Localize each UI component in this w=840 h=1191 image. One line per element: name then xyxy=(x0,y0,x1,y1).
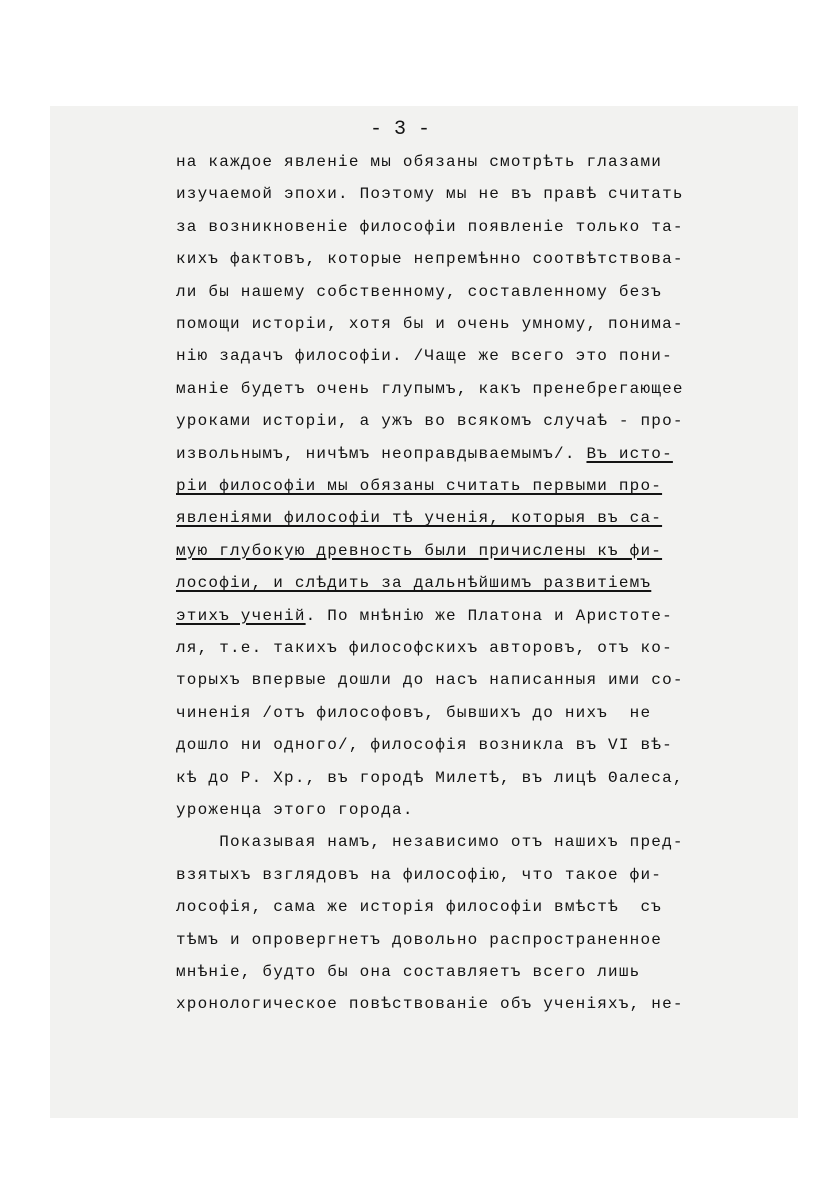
text-line xyxy=(176,703,651,723)
text-segment: ли бы нашему собственному, составленному безъ xyxy=(176,282,663,301)
text-segment: маніе будетъ очень глупымъ, какъ пренебрегающее xyxy=(176,379,684,398)
text-segment: изучаемой эпохи. Поэтому мы не въ правѣ считать xyxy=(176,185,684,204)
text-segment: тѣмъ и опровергнетъ довольно распространенное xyxy=(176,930,663,949)
text-line xyxy=(176,152,662,172)
underlined-text: Въ исто- xyxy=(586,444,673,463)
text-line xyxy=(176,541,662,561)
text-segment: дошло ни одного/, философія возникла въ VI вѣ- xyxy=(176,736,673,755)
underlined-text: мую глубокую древность были причислены къ фи- xyxy=(176,541,663,560)
text-line xyxy=(176,832,684,852)
text-segment: чиненія /отъ философовъ, бывшихъ до нихъ не xyxy=(176,703,652,722)
text-segment: взятыхъ взглядовъ на философію, что такое фи- xyxy=(176,865,663,884)
text-line xyxy=(176,930,662,950)
underlined-text: ріи философіи мы обязаны считать первыми про- xyxy=(176,477,663,495)
text-line xyxy=(176,411,684,431)
text-segment: . По мнѣнію же Платона и Аристоте- xyxy=(305,606,673,625)
text-line xyxy=(176,670,684,690)
underlined-text: лософіи, и слѣдить за дальнѣйшимъ развитіемъ xyxy=(176,574,652,593)
text-segment: уроженца этого города. xyxy=(176,801,414,819)
text-segment: кихъ фактовъ, которые непремѣнно соотвѣтствова- xyxy=(176,250,684,269)
text-line xyxy=(176,800,414,820)
underlined-text: этихъ ученій xyxy=(176,606,306,625)
text-line xyxy=(176,508,662,528)
text-line xyxy=(176,638,673,658)
text-line xyxy=(176,476,662,496)
text-line xyxy=(176,735,673,755)
text-line xyxy=(176,606,673,626)
text-segment: лософія, сама же исторія философіи вмѣстѣ съ xyxy=(176,898,663,917)
text-segment: нію задачъ философіи. /Чаще же всего это пони- xyxy=(176,347,673,366)
text-line xyxy=(176,282,662,302)
text-line xyxy=(176,962,640,982)
text-segment: за возникновеніе философіи появленіе только та- xyxy=(176,217,684,236)
text-segment: хронологическое повѣствованіе объ ученіяхъ, не- xyxy=(176,995,684,1014)
text-segment: извольнымъ, ничѣмъ неоправдываемымъ/. xyxy=(176,444,587,463)
underlined-text: явленіями философіи тѣ ученія, которыя въ са- xyxy=(176,509,663,528)
text-segment: на каждое явленіе мы обязаны смотрѣть глазами xyxy=(176,153,663,171)
text-segment: ля, т.е. такихъ философскихъ авторовъ, отъ ко- xyxy=(176,639,673,657)
text-line xyxy=(176,573,651,593)
text-line xyxy=(176,249,684,269)
text-line xyxy=(176,444,673,464)
text-segment: уроками исторіи, а ужъ во всякомъ случаѣ - про- xyxy=(176,412,684,431)
text-segment: помощи исторіи, хотя бы и очень умному, понима- xyxy=(176,315,684,333)
text-segment: Показывая намъ, независимо отъ нашихъ пред- xyxy=(176,833,684,852)
text-line xyxy=(176,379,684,399)
text-segment: торыхъ впервые дошли до насъ написанныя ими со- xyxy=(176,671,684,690)
text-line xyxy=(176,346,673,366)
text-line xyxy=(176,865,662,885)
page-number: - 3 - xyxy=(370,118,431,141)
text-line xyxy=(176,217,684,237)
text-line xyxy=(176,768,684,788)
text-segment: кѣ до Р. Хр., въ городѣ Милетѣ, въ лицѣ Θалеса, xyxy=(176,768,684,787)
text-line xyxy=(176,994,684,1014)
text-line xyxy=(176,184,684,204)
text-line xyxy=(176,314,684,334)
text-segment: мнѣніе, будто бы она составляетъ всего лишь xyxy=(176,963,641,981)
text-line xyxy=(176,897,662,917)
